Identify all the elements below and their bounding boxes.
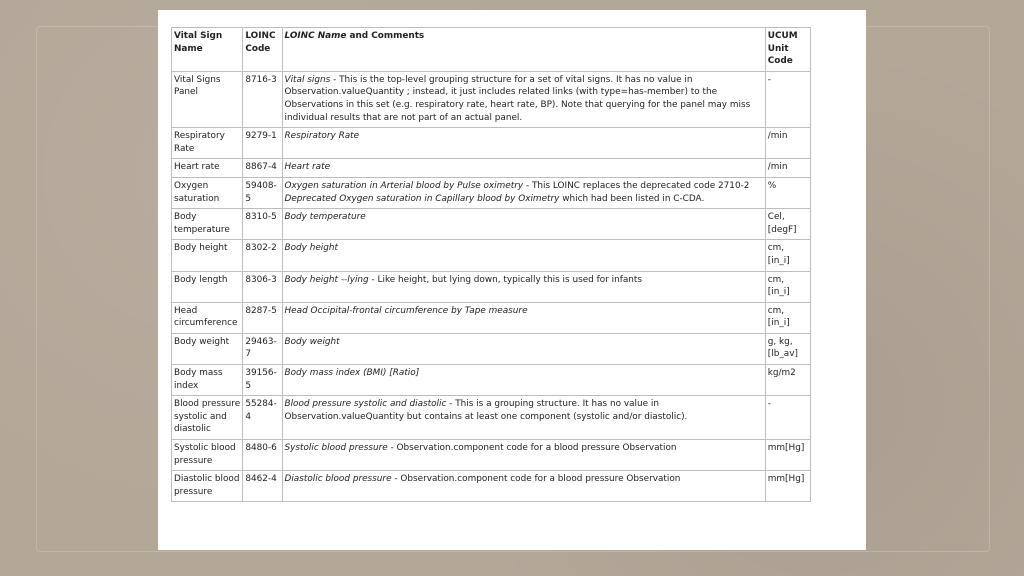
ucum-code: kg/m2 [765,365,810,396]
loinc-comment: - Like height, but lying down, typically this is used for infants [368,274,643,285]
loinc-comment: - This is a grouping structure. It has no value in Observation.valueQuantity but contains at least one component (systolic and/or diastolic). [284,399,688,422]
header-loinc-name-rest: and Comments [346,31,425,41]
ucum-code: - [765,71,810,127]
vital-sign-name: Body mass index [172,365,243,396]
table-row [172,209,811,240]
header-ucum-unit-code: UCUM Unit Code [765,28,810,72]
table-row [172,396,811,440]
ucum-code: /min [765,128,810,159]
loinc-code: 8306-3 [243,271,282,302]
ucum-code: Cel, [degF] [765,209,810,240]
loinc-name-comment [282,128,765,159]
vital-sign-name: Head circumference [172,302,243,333]
vital-sign-name: Body temperature [172,209,243,240]
ucum-code: cm, [in_i] [765,271,810,302]
loinc-name-comment [282,333,765,364]
table-row [172,302,811,333]
vital-sign-name: Systolic blood pressure [172,440,243,471]
vital-signs-table [171,27,811,502]
table-row [172,240,811,271]
loinc-name-comment [282,396,765,440]
loinc-name-comment [282,302,765,333]
table-row [172,177,811,208]
loinc-name-comment [282,471,765,502]
deprecated-loinc-name: Deprecated Oxygen saturation in Capillary blood by Oximetry [284,193,560,204]
loinc-name-comment [282,209,765,240]
ucum-code: mm[Hg] [765,471,810,502]
document-sheet [158,10,866,550]
header-loinc-name-italic: LOINC Name [284,31,347,41]
loinc-name: Diastolic blood pressure [284,474,392,485]
vital-sign-name: Respiratory Rate [172,128,243,159]
loinc-name-comment [282,240,765,271]
loinc-code: 8716-3 [243,71,282,127]
ucum-code: cm, [in_i] [765,302,810,333]
table-row [172,128,811,159]
header-loinc-code: LOINC Code [243,28,282,72]
table-row [172,365,811,396]
vital-sign-name: Diastolic blood pressure [172,471,243,502]
table-row [172,71,811,127]
loinc-comment-end: which had been listed in C-CDA. [559,193,705,204]
loinc-code: 8287-5 [243,302,282,333]
ucum-code: mm[Hg] [765,440,810,471]
loinc-code: 29463-7 [243,333,282,364]
loinc-name: Head Occipital-frontal circumference by Tape measure [284,305,528,316]
loinc-name: Vital signs [284,74,331,85]
vital-sign-name: Body height [172,240,243,271]
loinc-name-comment [282,71,765,127]
vital-sign-name: Heart rate [172,159,243,178]
loinc-code: 8302-2 [243,240,282,271]
loinc-name: Respiratory Rate [284,131,360,142]
loinc-code: 8462-4 [243,471,282,502]
table-row [172,440,811,471]
loinc-name: Body height --lying [284,274,369,285]
table-header-row [172,28,811,72]
header-loinc-name [282,28,765,72]
ucum-code: cm, [in_i] [765,240,810,271]
ucum-code: - [765,396,810,440]
loinc-name-comment [282,177,765,208]
ucum-code: % [765,177,810,208]
loinc-code: 8310-5 [243,209,282,240]
loinc-name-comment [282,365,765,396]
table-row [172,271,811,302]
table-row [172,471,811,502]
table-row [172,333,811,364]
loinc-name-comment [282,271,765,302]
loinc-comment: - This LOINC replaces the deprecated code 2710-2 [523,180,750,191]
loinc-code: 55284-4 [243,396,282,440]
loinc-name-comment [282,440,765,471]
loinc-comment: - Observation.component code for a blood pressure Observation [387,443,677,454]
loinc-name: Body temperature [284,212,366,223]
loinc-name: Body weight [284,336,340,347]
loinc-name: Body height [284,243,339,254]
loinc-name: Oxygen saturation in Arterial blood by Pulse oximetry [284,180,524,191]
loinc-comment: - This is the top-level grouping structure for a set of vital signs. It has no value in Observation.valueQuantity ; instead, it just includes related links (with type=has-member) to the Observations in this set (e.g. respiratory rate, heart rate, BP). Note that querying for the panel may miss individual results that are not part of an actual panel. [284,74,751,123]
loinc-code: 9279-1 [243,128,282,159]
loinc-comment: - Observation.component code for a blood pressure Observation [391,474,681,485]
loinc-name: Systolic blood pressure [284,443,388,454]
vital-sign-name: Vital Signs Panel [172,71,243,127]
vital-sign-name: Body length [172,271,243,302]
vital-sign-name: Body weight [172,333,243,364]
loinc-code: 59408-5 [243,177,282,208]
loinc-code: 8480-6 [243,440,282,471]
table-row [172,159,811,178]
vital-sign-name: Oxygen saturation [172,177,243,208]
ucum-code: /min [765,159,810,178]
loinc-name-comment [282,159,765,178]
ucum-code: g, kg, [lb_av] [765,333,810,364]
header-vital-sign-name: Vital Sign Name [172,28,243,72]
loinc-name: Blood pressure systolic and diastolic [284,399,447,410]
loinc-name: Heart rate [284,162,331,173]
loinc-code: 8867-4 [243,159,282,178]
vital-sign-name: Blood pressure systolic and diastolic [172,396,243,440]
loinc-code: 39156-5 [243,365,282,396]
loinc-name: Body mass index (BMI) [Ratio] [284,368,420,379]
